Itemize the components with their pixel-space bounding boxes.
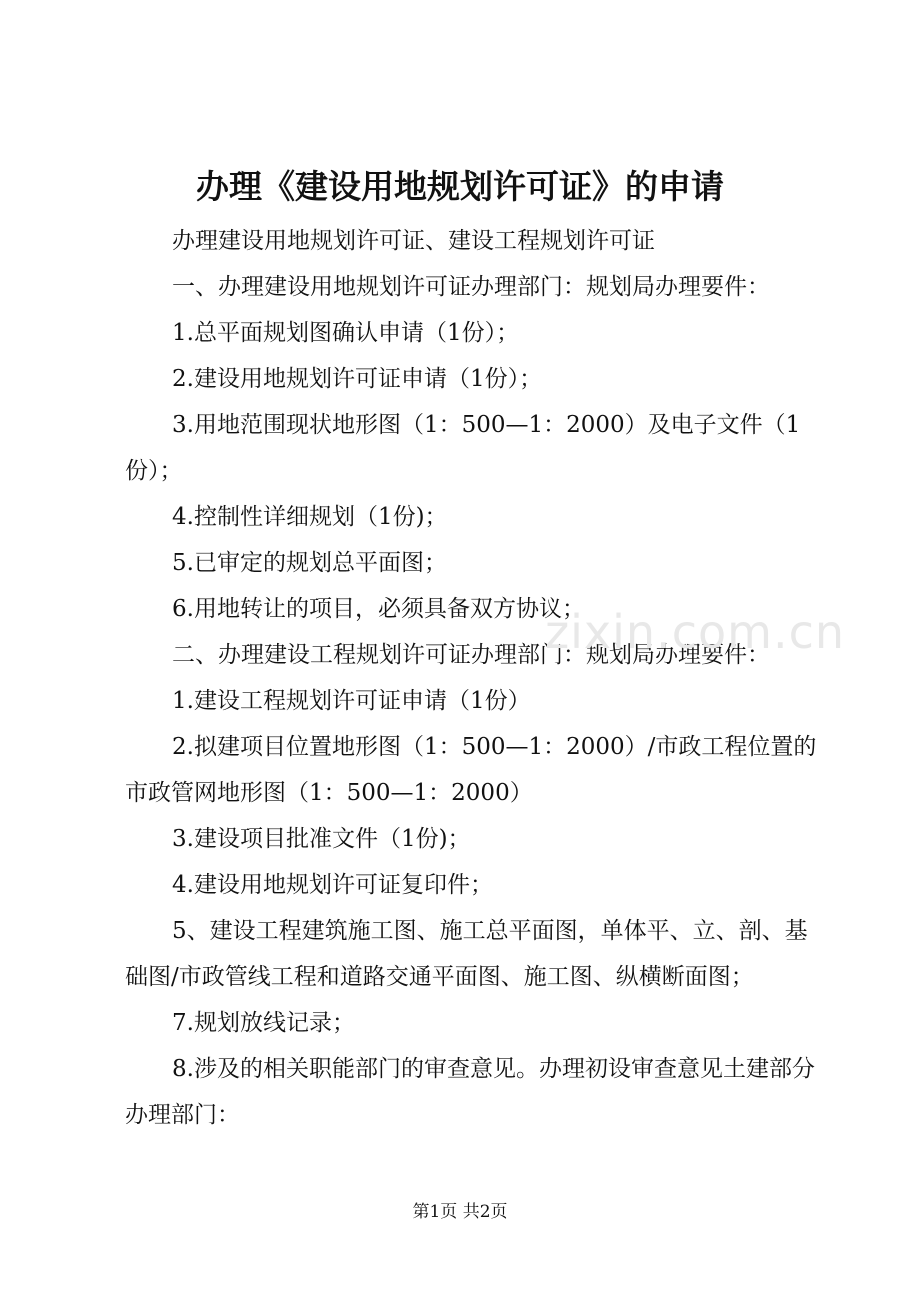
watermark: zixin.com.cn xyxy=(545,605,846,659)
paragraph: 6.用地转让的项目，必须具备双方协议； xyxy=(172,596,585,622)
paragraph: 一、办理建设用地规划许可证办理部门：规划局办理要件： xyxy=(172,274,770,300)
paragraph: 8.涉及的相关职能部门的审查意见。办理初设审查意见土建部分办理部门： xyxy=(125,1056,815,1128)
paragraph: 3.建设项目批准文件（1份)； xyxy=(172,826,471,852)
paragraph: 2.建设用地规划许可证申请（1份）； xyxy=(172,366,543,392)
paragraph: 办理建设用地规划许可证、建设工程规划许可证 xyxy=(172,228,655,254)
paragraph: 5.已审定的规划总平面图； xyxy=(172,550,447,576)
paragraph: 二、办理建设工程规划许可证办理部门：规划局办理要件： xyxy=(172,642,770,668)
paragraph: 1.总平面规划图确认申请（1份）； xyxy=(172,320,520,346)
paragraph: 3.用地范围现状地形图（1：500—1：2000）及电子文件（1份）； xyxy=(125,412,801,484)
paragraph: 4.建设用地规划许可证复印件； xyxy=(172,872,493,898)
page-footer: 第1页 共2页 xyxy=(412,1202,508,1222)
paragraph: 4.控制性详细规划（1份)； xyxy=(172,504,448,530)
document-title: 办理《建设用地规划许可证》的申请 xyxy=(196,167,724,206)
paragraph: 2.拟建项目位置地形图（1：500—1：2000）/市政工程位置的市政管网地形图（1：500—1：2000） xyxy=(125,734,817,806)
paragraph: 7.规划放线记录； xyxy=(172,1010,355,1036)
paragraph: 5、建设工程建筑施工图、施工总平面图，单体平、立、剖、基础图/市政管线工程和道路交通平面图、施工图、纵横断面图； xyxy=(125,918,808,990)
paragraph: 1.建设工程规划许可证申请（1份） xyxy=(172,688,531,714)
document-body xyxy=(125,218,825,1138)
